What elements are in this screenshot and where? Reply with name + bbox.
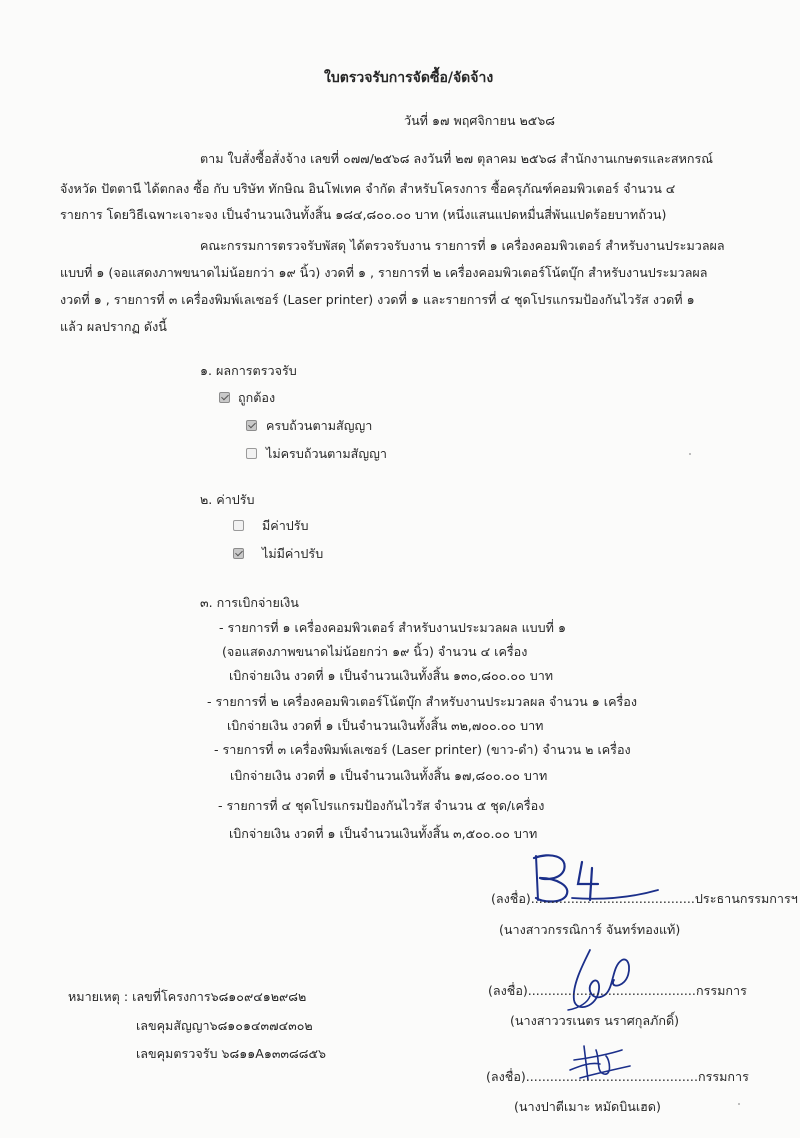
correct-checkbox[interactable] <box>219 392 230 403</box>
fine-heading: ๒. ค่าปรับ <box>200 492 255 507</box>
inspection-result-heading: ๑. ผลการตรวจรับ <box>200 363 297 378</box>
document-date: วันที่ ๑๗ พฤศจิกายน ๒๕๖๘ <box>404 113 555 128</box>
item3-line1: - รายการที่ ๓ เครื่องพิมพ์เลเซอร์ (Laser printer) (ขาว-ดำ) จำนวน ๒ เครื่อง <box>214 742 631 757</box>
paragraph2-line1: คณะกรรมการตรวจรับพัสดุ ได้ตรวจรับงาน รายการที่ ๑ เครื่องคอมพิวเตอร์ สำหรับงานประมวลผล <box>200 238 725 253</box>
has-fine-checkbox[interactable] <box>233 520 244 531</box>
chairperson-signature-line: (ลงชื่อ).........................................ประธานกรรมการฯ <box>491 891 798 906</box>
scan-speck <box>738 1103 740 1105</box>
committee-member1-signature-line: (ลงชื่อ)..........................................กรรมการ <box>488 983 747 998</box>
paragraph1-line3: รายการ โดยวิธีเฉพาะเจาะจง เป็นจำนวนเงินทั้งสิ้น ๑๘๔,๘๐๐.๐๐ บาท (หนึ่งแสนแปดหมื่นสี่พันแปดร้อยบาทถ้วน) <box>60 207 667 222</box>
item3-line2: เบิกจ่ายเงิน งวดที่ ๑ เป็นจำนวนเงินทั้งสิ้น ๑๗,๘๐๐.๐๐ บาท <box>230 768 548 783</box>
remark-inspection-number: เลขคุมตรวจรับ ๖๘๑๑A๑๓๓๘๘๕๖ <box>136 1046 326 1061</box>
item4-line2: เบิกจ่ายเงิน งวดที่ ๑ เป็นจำนวนเงินทั้งสิ้น ๓,๕๐๐.๐๐ บาท <box>229 826 538 841</box>
committee-member1-name: (นางสาววรเนตร นราศกุลภักดิ์) <box>510 1013 680 1028</box>
document-title: ใบตรวจรับการจัดซื้อ/จัดจ้าง <box>324 70 494 86</box>
no-fine-label: ไม่มีค่าปรับ <box>262 546 324 561</box>
complete-per-contract-checkbox[interactable] <box>246 420 257 431</box>
item2-line1: - รายการที่ ๒ เครื่องคอมพิวเตอร์โน้ตบุ๊ก สำหรับงานประมวลผล จำนวน ๑ เครื่อง <box>207 694 637 709</box>
committee-member2-signature-line: (ลงชื่อ)...........................................กรรมการ <box>486 1069 749 1084</box>
item1-line3: เบิกจ่ายเงิน งวดที่ ๑ เป็นจำนวนเงินทั้งสิ้น ๑๓๐,๘๐๐.๐๐ บาท <box>229 668 554 683</box>
paragraph1-line2: จังหวัด ปัตตานี ได้ตกลง ซื้อ กับ บริษัท ทักษิณ อินโฟเทค จำกัด สำหรับโครงการ ซื้อครุภัณฑ์คอมพิวเตอร์ จำนวน ๔ <box>60 181 676 196</box>
paragraph2-line2: แบบที่ ๑ (จอแสดงภาพขนาดไม่น้อยกว่า ๑๙ นิ้ว) งวดที่ ๑ , รายการที่ ๒ เครื่องคอมพิวเตอร์โน้ตบุ๊ก สำหรับงานประมวลผล <box>60 265 708 280</box>
item4-line1: - รายการที่ ๔ ชุดโปรแกรมป้องกันไวรัส จำนวน ๕ ชุด/เครื่อง <box>218 798 545 813</box>
has-fine-label: มีค่าปรับ <box>262 518 309 533</box>
item1-line2: (จอแสดงภาพขนาดไม่น้อยกว่า ๑๙ นิ้ว) จำนวน ๔ เครื่อง <box>222 644 528 659</box>
incomplete-per-contract-label: ไม่ครบถ้วนตามสัญญา <box>266 446 387 461</box>
remark-contract-number: เลขคุมสัญญา๖๘๑๐๑๔๓๗๔๓๐๒ <box>136 1018 313 1033</box>
incomplete-per-contract-checkbox[interactable] <box>246 448 257 459</box>
complete-per-contract-label: ครบถ้วนตามสัญญา <box>266 418 373 433</box>
paragraph2-line3: งวดที่ ๑ , รายการที่ ๓ เครื่องพิมพ์เลเซอร์ (Laser printer) งวดที่ ๑ และรายการที่ ๔ ชุดโปรแกรมป้องกันไวรัส งวดที่ ๑ <box>60 292 695 307</box>
chairperson-name: (นางสาวกรรณิการ์ จันทร์ทองแท้) <box>499 922 681 937</box>
correct-label: ถูกต้อง <box>238 390 276 405</box>
item2-line2: เบิกจ่ายเงิน งวดที่ ๑ เป็นจำนวนเงินทั้งสิ้น ๓๒,๗๐๐.๐๐ บาท <box>227 718 544 733</box>
paragraph2-line4: แล้ว ผลปรากฏ ดังนี้ <box>60 319 167 334</box>
disbursement-heading: ๓. การเบิกจ่ายเงิน <box>200 595 299 610</box>
committee-member2-name: (นางปาตีเมาะ หมัดบินเฮด) <box>514 1099 661 1114</box>
committee-member1-signature <box>560 946 640 1016</box>
remark-project-number: หมายเหตุ : เลขที่โครงการ๖๘๑๐๙๔๑๒๙๘๒ <box>68 989 307 1004</box>
scan-speck <box>689 453 691 455</box>
no-fine-checkbox[interactable] <box>233 548 244 559</box>
paragraph1-line1: ตาม ใบสั่งซื้อสั่งจ้าง เลขที่ ๐๗๗/๒๕๖๘ ลงวันที่ ๒๗ ตุลาคม ๒๕๖๘ สำนักงานเกษตรและสหกรณ์ <box>200 151 713 166</box>
item1-line1: - รายการที่ ๑ เครื่องคอมพิวเตอร์ สำหรับงานประมวลผล แบบที่ ๑ <box>219 620 566 635</box>
